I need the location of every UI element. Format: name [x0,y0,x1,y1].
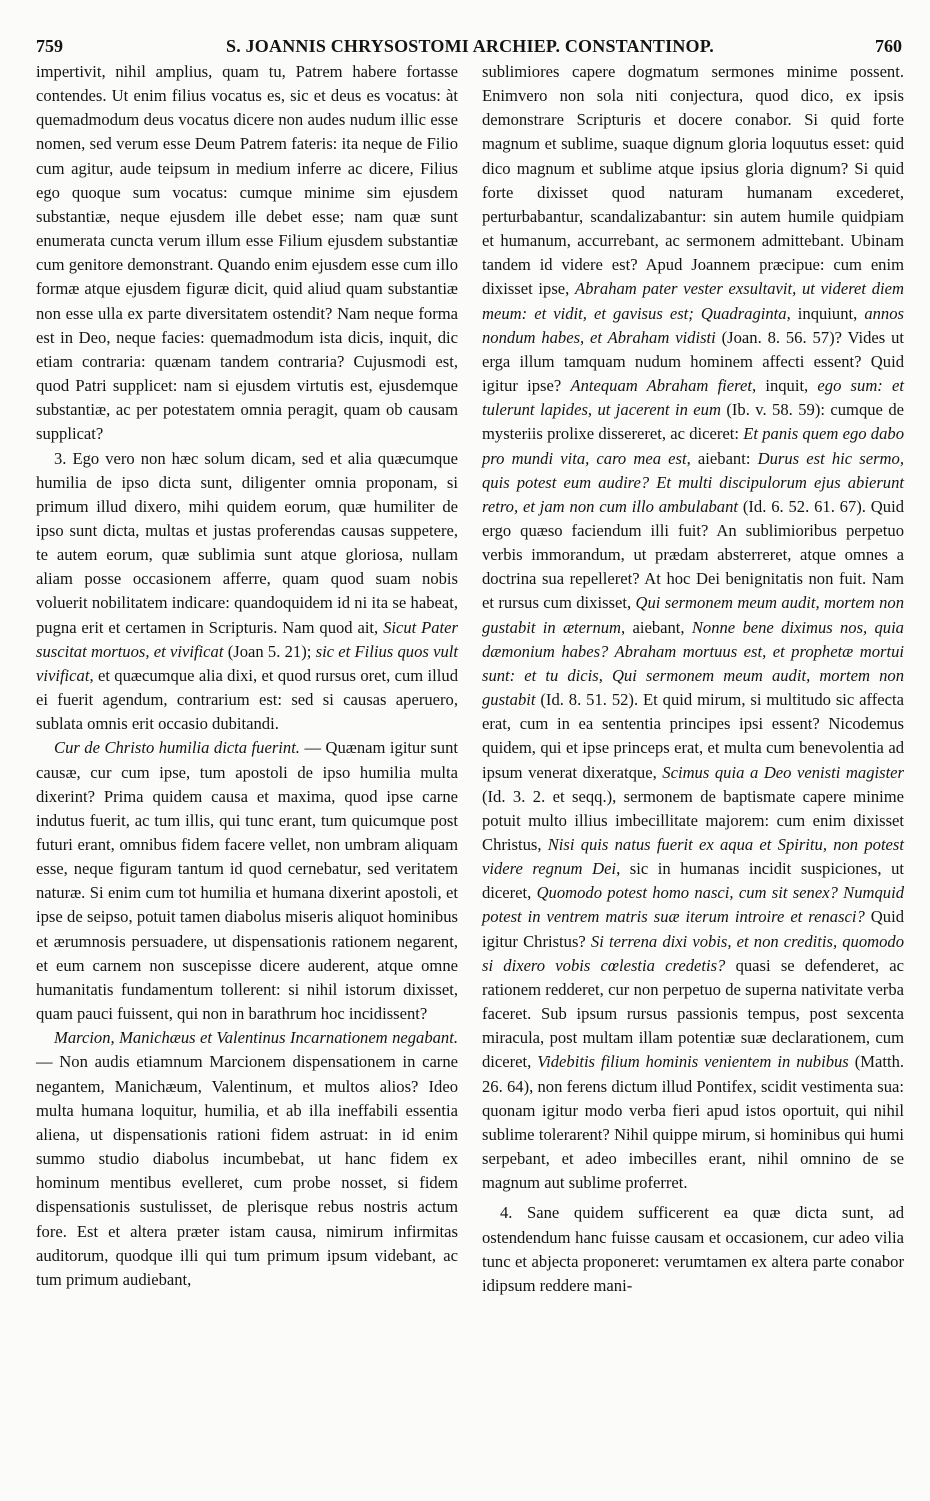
running-title: S. JOANNIS CHRYSOSTOMI ARCHIEP. CONSTANTINOP. [226,36,714,56]
right-column [482,60,904,1298]
italic-run: Abraham pater vester exsultavit, ut videret diem meum: et vidit, et gavisus est; Quadraginta [482,279,904,323]
text-run: 3. Ego vero non hæc solum dicam, sed et alia quæcumque humilia de ipso dicta sunt, diligenter omnia proponam, si primum illud dixero, mihi quidem eorum, quæ humiliter de ipso sunt dicta, multas et justas proferendas causas suppetere, te autem eorum, quæ sublimia sunt atque gloriosa, nullam aliam posse occasionem afferre, quam quod suam nobis voluerit nobilitatem indicare: quandoquidem id ni ita se habeat, pugna erit et certamen in Scripturis. Nam quod ait, [36,448,458,637]
text-run: (Joan 5. 21); [223,641,316,661]
paragraph [482,60,904,1195]
paragraph [482,1201,904,1298]
italic-run: Si terrena dixi vobis, et non creditis, quomodo si dixero vobis cœlestia credetis? [482,931,904,975]
text-run: impertivit, nihil amplius, quam tu, Patrem habere fortasse contendes. Ut enim filius vocatus es, sic et deus es vocatus: àt quemadmodum deus vocatus dicere non audes nudum illic esse nomen, sed verum esse Deum Patrem fateris: ita neque de Filio cum agitur, aude teipsum in medium inferre ac dicere, Filius ego quoque sum vocatus: cumque minime sim ejusdem substantiæ, neque ejusdem ille debet esse; nam quæ sunt enumerata cuncta verum illum esse Filium ejusdem substantiæ cum genitore demonstrant. Quando enim ejusdem esse cum illo formæ atque ejusdem figuræ dicit, quid aliud quam substantiæ non esse ulla ex parte diversitatem ostendit? Nam neque forma est in Deo, neque facies: quemadmodum ista dicis, inquit, dic etiam contraria: quænam tandem contraria? Cujusmodi est, quod Patri supplicet: nam si ejusdem virtutis est, ejusdemque substantiæ, ac per potestatem omnia peragit, quam ob causam supplicat? [36,62,458,444]
italic-run: Sicut Pater suscitat mortuos, et vivificat [36,617,458,661]
text-run: — Quænam igitur sunt causæ, cur cum ipse, tum apostoli de ipso humilia multa dixerint? Prima quidem causa et maxima, quod ipse carne indutus fuerit, ac tum illis, qui tunc erant, tum quicumque post futuri erant, omnibus fidem facere vellet, non umbram aliquam esse, neque figuram tantum id quod cernebatur, sed veritatem naturæ. Si enim cum tot humilia et humana dixerint apostoli, et ipse de seipso, potuit tamen diabolus miseris aliquot hominibus et ærumnosis persuadere, ut dispensationis rationem negarent, et eum carnem non suscepisse dicere auderent, atque omne humanitatis fundamentum tollerent: si nihil istorum dixisset, quam pauci fuissent, qui non in barathrum hoc incidissent? [36,738,459,1024]
page-number-left: 759 [36,36,63,56]
italic-run: Cur de Christo humilia dicta fuerint. [54,738,300,758]
italic-run: Nisi quis natus fuerit ex aqua et Spiritu, non potest videre regnum Dei [482,835,904,879]
italic-run: Videbitis filium hominis venientem in nubibus [537,1052,849,1072]
text-run: , aiebant: [686,448,758,468]
text-run: , inquiunt, [786,303,865,323]
text-run: , et quæcumque alia dixi, et quod rursus oret, cum illud ei fuerit agendum, contrarium est: sed si causas aperuero, sublata omnis erit occasio dubitandi. [36,665,458,734]
paragraph [36,447,458,737]
text-run: (Matth. 26. 64), non ferens dictum illud Pontifex, scidit vestimenta sua: quonam igitur modo verba fieri apud istos oportuit, qui nihil sublime tolerarent? Nihil quippe mirum, si hominibus qui humi serpebant, et adeo imbecilles erant, nihil omnino de se magnum aut sublime proferret. [482,1052,905,1193]
text-run: 4. Sane quidem sufficerent ea quæ dicta sunt, ad ostendendum hanc fuisse causam et occasionem, cur adeo vilia tunc et abjecta proponeret: verumtamen ex altera parte conabor idipsum reddere mani- [482,1203,904,1295]
paragraph [36,60,458,447]
italic-run: ego sum: et tulerunt lapides, ut jacerent in eum [482,376,904,420]
text-columns [36,60,904,1298]
text-run: (Ib. v. 58. 59): cumque de mysteriis prolixe dissereret, ac diceret: [482,400,904,444]
page-number-right: 760 [875,36,902,56]
italic-run: Antequam Abraham fieret [570,376,752,396]
text-run: , inquit, [751,376,818,396]
text-run: (Joan. 8. 56. 57)? Vides ut erga illum tamquam nudum hominem affecti essent? Quid igitur ipse? [482,327,904,396]
paragraph [36,1026,458,1292]
italic-run: Scimus quia a Deo venisti magister [662,762,904,782]
text-run: sublimiores capere dogmatum sermones minime possent. Enimvero non sola niti conjectura, quod dico, ex ipsis demonstrare Scripturis et docere conabor. Si quid forte magnum et sublime, suaque dignum gloria loquutus esset: quid dico magnum et sublime atque ipsius gloria dignum? Si quid forte dixisset quod naturam humanam excederet, perturbabantur, scandalizabantur: sin autem humile quidpiam et humanum, accurrebant, ac sermonem admittebant. Ubinam tandem id videre est? Apud Joannem præcipue: cum enim dixisset ipse, [482,62,904,299]
text-run: quasi se defenderet, ac rationem redderet, cur non perpetuo de superna nativitate verba faceret. Sub ipsum rursus passionis tempus, post sexcenta miracula, post multam illam potentiæ suæ declarationem, cum diceret, [482,955,904,1072]
text-run: Quid igitur Christus? [482,907,904,951]
text-run: (Id. 6. 52. 61. 67). Quid ergo quæso faciendum illi fuit? An sublimioribus perpetuo verbis immorandum, ut prædam absterreret, atque omnes a doctrina sua repelleret? At hoc Dei benignitatis non fuit. Nam et rursus cum dixisset, [482,496,904,613]
italic-run: Quomodo potest homo nasci, cum sit senex? Numquid potest in ventrem matris suæ iterum introire et renasci? [482,883,905,927]
text-run: , sic in humanas incidit suspiciones, ut diceret, [482,859,904,903]
italic-run: sic et Filius quos vult vivificat [36,641,458,685]
text-run: (Id. 3. 2. et seqq.), sermonem de baptismate capere minime potuit multo illius imbecillitate majorem: cum enim dixisset Christus, [482,786,904,854]
italic-run: Qui sermonem meum audit, mortem non gustabit in æternum [482,593,904,637]
running-header [36,30,904,60]
left-column [36,60,458,1298]
text-run: (Id. 8. 51. 52). Et quid mirum, si multitudo sic affecta erat, cum in ea sententia principes ipsi essent? Nicodemus quidem, qui et ipse princeps erat, et multa cum benevolentia ad ipsum venerat dixeratque, [482,690,904,782]
italic-run: Et panis quem ego dabo pro mundi vita, caro mea est [482,424,904,468]
italic-run: Nonne bene diximus nos, quia dæmonium habes? Abraham mortuus est, et prophetæ mortui sunt: et tu dicis, Qui sermonem meum audit, mortem non gustabit [482,617,904,710]
paragraph [36,736,458,1026]
text-run: — Non audis etiamnum Marcionem dispensationem in carne negantem, Manichæum, Valentinum, et multos alios? Ideo multa humana loquitur, humilia, et ab illa ineffabili essentia aliena, ut dispensationis rationi fidem astruat: in id enim summo studio diabolus incumbebat, ut hanc fidem ex hominum mentibus evelleret, cum probe nosset, si fidem dispensationis sustulisset, de plerisque rebus nostris actum fore. Est et altera præter istam causa, nimirum infirmitas auditorum, quodque illi qui tum primum ipsum videbant, ac tum primum audiebant, [36,1052,458,1289]
italic-run: Durus est hic sermo, quis potest eum audire? Et multi discipulorum ejus abierunt retro, et jam non cum illo ambulabant [482,448,904,516]
italic-run: annos nondum habes, et Abraham vidisti [482,303,904,347]
text-run: , aiebant, [621,617,692,637]
italic-run: Marcion, Manichæus et Valentinus Incarnationem negabant. [54,1028,458,1048]
